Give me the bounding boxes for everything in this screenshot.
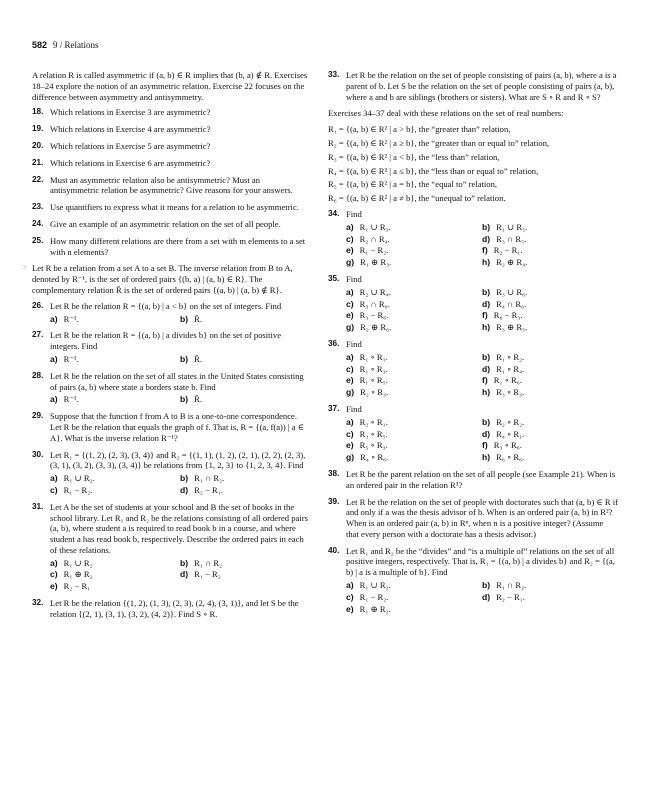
part-c: c) R₁ ∘ R₃. — [346, 363, 388, 374]
part-a: a) R₁ ∪ R₂ — [50, 557, 93, 568]
pointing-hand-icon: ☞ — [21, 263, 29, 273]
exercise-22 — [32, 175, 310, 197]
part-d: d) R₂ − R₁. — [180, 484, 223, 495]
exercise-parts — [346, 352, 618, 398]
part-e: e) R₁ ⊕ R₂. — [346, 603, 391, 614]
exercise-number: 30. — [32, 449, 44, 459]
part-g: g) R₄ ∘ R₆. — [346, 452, 389, 463]
part-d: d) R₄ ∩ R₆. — [482, 298, 527, 309]
page-header — [32, 40, 99, 50]
part-d: d) R₃ ∩ R₅. — [482, 233, 527, 244]
part-a: a) R₂ ∪ R₄. — [346, 286, 391, 297]
exercise-text: Let R₁ and R₂ be the “divides” and “is a multiple of” relations on the set of all positive integers, respectively. That is, R₁ = {(a, b) | a divides b} and R₂ = {(a, b) | a is a multiple of b}. Find — [346, 545, 615, 578]
exercise-20 — [32, 141, 310, 152]
exercise-40 — [328, 546, 618, 615]
exercise-parts — [50, 314, 310, 325]
relation-r3: R₃ = {(a, b) ∈ R² | a < b}, the “less than” relation, — [328, 151, 500, 162]
part-b: b) R₁ ∘ R₂. — [482, 351, 525, 362]
exercise-text: Must an asymmetric relation also be antisymmetric? Must an antisymmetric relation be asymmetric? Give reasons for your answers. — [50, 174, 293, 196]
exercise-text: Find — [346, 208, 362, 219]
definition-text: Let R be a relation from a set A to a set B. The inverse relation from B to A, denoted by R⁻¹, is the set of ordered pairs {(b, a) | (a, b) ∈ R}. The complementary relation R̄ is the set of ordered pairs {(a, b) | (a, b) ∉ R}. — [32, 263, 293, 295]
exercise-parts — [346, 580, 618, 614]
part-b: b) R₁ ∩ R₂ — [180, 557, 223, 568]
relation-r6: R₆ = {(a, b) ∈ R² | a ≠ b}, the “unequal to” relation. — [328, 193, 506, 204]
exercise-24 — [32, 219, 310, 230]
exercise-number: 38. — [328, 468, 340, 478]
exercise-number: 36. — [328, 338, 340, 348]
part-a: a) R⁻¹. — [50, 353, 79, 364]
exercise-parts — [50, 354, 310, 365]
part-a: a) R₁ ∪ R₃. — [346, 221, 391, 232]
exercise-text: Let R be the relation R = {(a, b) | a divides b} on the set of positive integers. Find — [50, 330, 282, 352]
right-column — [328, 70, 618, 620]
part-h: h) R₃ ∘ R₃. — [482, 387, 525, 398]
part-e: e) R₃ − R₆. — [346, 310, 389, 321]
exercise-text: Which relations in Exercise 5 are asymmetric? — [50, 140, 211, 151]
relation-r4: R₄ = {(a, b) ∈ R² | a ≤ b}, the “less than or equal to” relation, — [328, 165, 539, 176]
part-b: b) R₃ ∪ R₆. — [482, 286, 528, 297]
inverse-relation-definition — [21, 263, 310, 295]
exercise-19 — [32, 124, 310, 135]
part-c: c) R₂ ∩ R₄. — [346, 233, 390, 244]
exercise-36 — [328, 339, 618, 398]
part-c: c) R₁ ⊕ R₂ — [50, 569, 93, 580]
part-h: h) R₆ ∘ R₆. — [482, 452, 525, 463]
part-d: d) R₁ − R₂ — [180, 569, 221, 580]
exercise-number: 32. — [32, 598, 44, 608]
exercise-39 — [328, 497, 618, 540]
exercise-text: Let R be the relation on the set of people consisting of pairs (a, b), where a is a parent of b. Let S be the relation on the set of people consisting of pairs (a, b), where a and b are siblings (brothers or sisters). What are S ∘ R and R ∘ S? — [346, 70, 617, 102]
part-a: a) R⁻¹. — [50, 394, 79, 405]
part-b: b) R̄. — [180, 353, 203, 364]
exercise-parts — [50, 558, 310, 592]
part-e: e) R₂ − R₁ — [50, 581, 91, 592]
exercise-25 — [32, 236, 310, 258]
exercise-34 — [328, 209, 618, 268]
part-c: c) R₃ ∩ R₆. — [346, 298, 390, 309]
exercise-37 — [328, 404, 618, 463]
exercise-number: 40. — [328, 545, 340, 555]
exercise-number: 31. — [32, 501, 44, 511]
exercise-number: 20. — [32, 140, 44, 150]
part-e: e) R₁ ∘ R₅. — [346, 375, 388, 386]
exercise-text: Let R₁ = {(1, 2), (2, 3), (3, 4)} and R₂ = {(1, 1), (1, 2), (2, 1), (2, 2), (2, 3), (3, 1), (3, 2), (3, 3), (3, 4)} be relations from {1, 2, 3} to {1, 2, 3, 4}. Find — [50, 449, 306, 471]
part-h: h) R₃ ⊕ R₅. — [482, 322, 528, 333]
part-h: h) R₂ ⊕ R₄. — [482, 257, 528, 268]
exercise-text: Which relations in Exercise 6 are asymmetric? — [50, 157, 211, 168]
exercise-31 — [32, 502, 310, 592]
part-a: a) R₂ ∘ R₁. — [346, 416, 388, 427]
exercise-text: How many different relations are there from a set with m elements to a set with n elements? — [50, 235, 306, 257]
relation-r1: R₁ = {(a, b) ∈ R² | a > b}, the “greater than” relation, — [328, 124, 511, 135]
exercise-parts — [346, 222, 618, 268]
exercise-text: Which relations in Exercise 3 are asymmetric? — [50, 107, 211, 118]
exercise-number: 34. — [328, 208, 340, 218]
exercise-number: 29. — [32, 411, 44, 421]
part-e: e) R₁ − R₂. — [346, 245, 389, 256]
part-b: b) R₁ ∪ R₅. — [482, 221, 528, 232]
exercise-number: 26. — [32, 300, 44, 310]
part-b: b) R̄. — [180, 394, 203, 405]
exercise-number: 28. — [32, 370, 44, 380]
exercise-23 — [32, 202, 310, 213]
exercise-parts — [50, 394, 310, 405]
exercise-number: 33. — [328, 70, 340, 79]
exercise-26 — [32, 301, 310, 325]
part-f: f) R₆ − R₃. — [482, 310, 523, 321]
exercise-text: Find — [346, 403, 362, 414]
part-b: b) R₁ ∩ R₂. — [180, 473, 225, 484]
exercise-text: Let R be the relation on the set of all states in the United States consisting of pairs (a, b) where state a borders state b. Find — [50, 370, 304, 392]
part-b: b) R₂ ∘ R₂. — [482, 416, 525, 427]
exercise-parts — [50, 473, 310, 496]
exercise-28 — [32, 371, 310, 405]
exercise-text: Which relations in Exercise 4 are asymmetric? — [50, 124, 211, 135]
exercise-parts — [346, 417, 618, 463]
exercise-text: Let R be the relation {(1, 2), (1, 3), (2, 3), (2, 4), (3, 1)}, and let S be the relation {(2, 1), (3, 1), (3, 2), (4, 2)}. Find S ∘ R. — [50, 598, 299, 619]
exercise-number: 39. — [328, 496, 340, 506]
exercise-number: 37. — [328, 403, 340, 413]
exercise-29 — [32, 411, 310, 443]
exercise-21 — [32, 158, 310, 169]
part-b: b) R̄. — [180, 313, 203, 324]
exercise-35 — [328, 274, 618, 333]
exercise-32 — [32, 598, 310, 620]
exercise-27 — [32, 330, 310, 364]
exercise-number: 23. — [32, 202, 44, 212]
part-c: c) R₃ ∘ R₅. — [346, 428, 388, 439]
exercise-text: Let R be the parent relation on the set of all people (see Example 21). When is an ordered pair in the relation R³? — [346, 468, 616, 490]
relation-r2: R₂ = {(a, b) ∈ R² | a ≥ b}, the “greater than or equal to” relation, — [328, 137, 550, 148]
asymmetric-intro: A relation R is called asymmetric if (a, b) ∈ R implies that (b, a) ∉ R. Exercises 18–24 explore the notion of an asymmetric relation. Exercise 22 focuses on the difference between asymmetry and antisymmetry. — [32, 70, 308, 102]
part-c: c) R₁ − R₂. — [346, 591, 389, 602]
exercise-33 — [328, 70, 618, 102]
exercise-text: Let R be the relation R = {(a, b) | a < b} on the set of integers. Find — [50, 300, 282, 311]
exercise-38 — [328, 469, 618, 491]
part-b: b) R₁ ∩ R₂. — [482, 580, 527, 591]
part-f: f) R₃ ∘ R₆. — [482, 440, 522, 451]
part-d: d) R₁ ∘ R₄. — [482, 363, 525, 374]
part-a: a) R₁ ∪ R₂. — [50, 473, 95, 484]
exercise-text: Suppose that the function f from A to B is a one-to-one correspondence. Let R be the relation that equals the graph of f. That is, R = {(a, f(a)) | a ∈ A}. What is the inverse relation R⁻¹? — [50, 411, 305, 443]
exercise-text: Let R be the relation on the set of people with doctorates such that (a, b) ∈ R if and only if a was the thesis advisor of b. When is an ordered pair (a, b) in R²? When is an ordered pair (a, b) in Rⁿ, when n is a positive integer? (Assume that every person with a doctorate has a thesis advisor.) — [346, 496, 618, 539]
exercise-number: 27. — [32, 330, 44, 340]
part-d: d) R₄ ∘ R₁. — [482, 428, 525, 439]
exercise-number: 22. — [32, 174, 44, 184]
relations-intro: Exercises 34–37 deal with these relations on the set of real numbers: — [328, 108, 564, 119]
part-f: f) R₁ ∘ R₆. — [482, 375, 522, 386]
part-g: g) R₂ ∘ R₃. — [346, 387, 389, 398]
exercise-text: Give an example of an asymmetric relation on the set of all people. — [50, 218, 281, 229]
part-f: f) R₂ − R₁. — [482, 245, 523, 256]
page-number: 582 — [32, 40, 48, 50]
part-e: e) R₅ ∘ R₃. — [346, 440, 388, 451]
part-a: a) R⁻¹. — [50, 313, 79, 324]
part-c: c) R₁ − R₂. — [50, 484, 93, 495]
part-a: a) R₁ ∪ R₂. — [346, 580, 391, 591]
exercise-number: 21. — [32, 157, 44, 167]
part-g: g) R₁ ⊕ R₃. — [346, 257, 392, 268]
part-g: g) R₂ ⊕ R₆. — [346, 322, 392, 333]
part-d: d) R₂ − R₁. — [482, 591, 525, 602]
left-column — [21, 70, 310, 626]
exercise-number: 18. — [32, 107, 44, 117]
exercise-parts — [346, 287, 618, 333]
exercise-text: Find — [346, 273, 362, 284]
part-a: a) R₁ ∘ R₁. — [346, 351, 388, 362]
exercise-text: Find — [346, 338, 362, 349]
exercise-18 — [32, 107, 310, 118]
exercise-number: 35. — [328, 273, 340, 283]
section-title: 9 / Relations — [53, 40, 99, 50]
exercise-text: Use quantifiers to express what it means for a relation to be asymmetric. — [50, 202, 299, 213]
exercise-text: Let A be the set of students at your school and B the set of books in the school library. Let R₁ and R₂ be the relations consisting of all ordered pairs (a, b), where student a is required to read book b in a course, and where student a has read book b, respectively. Describe the ordered pairs in each of these relations. — [50, 501, 308, 555]
exercise-number: 24. — [32, 218, 44, 228]
exercise-number: 25. — [32, 235, 44, 245]
relation-r5: R₅ = {(a, b) ∈ R² | a = b}, the “equal to” relation, — [328, 179, 498, 190]
exercise-30 — [32, 450, 310, 496]
exercise-number: 19. — [32, 124, 44, 134]
